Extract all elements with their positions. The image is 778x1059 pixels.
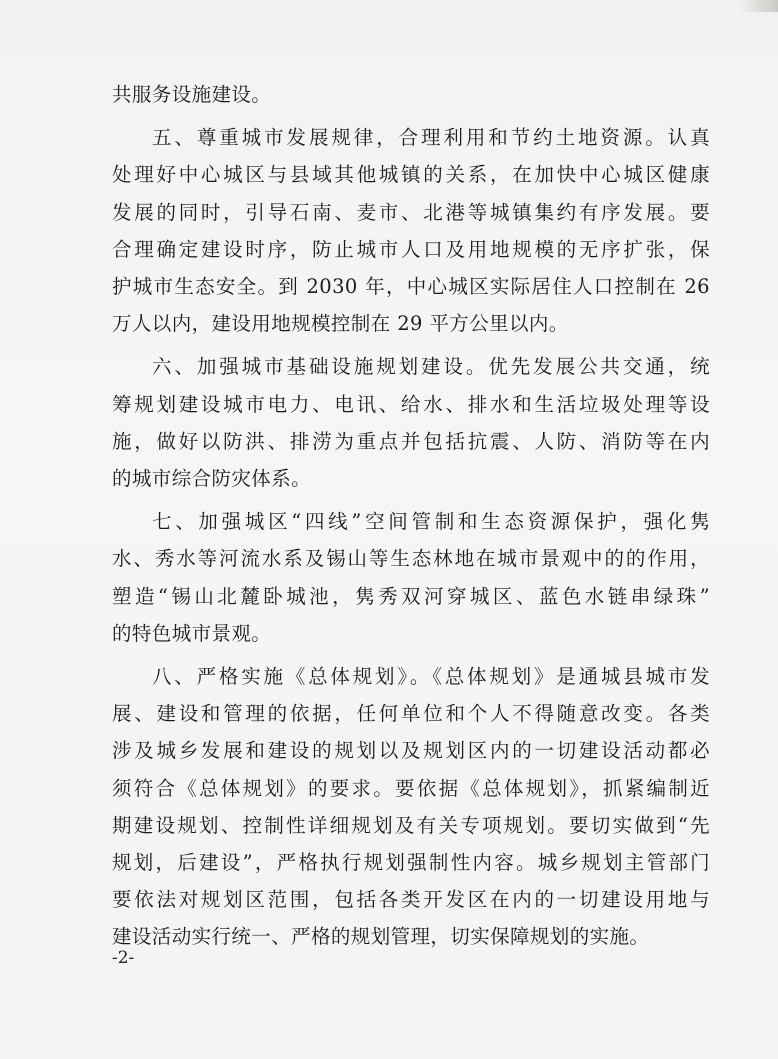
text-line: 的城市综合防灾体系。 [112,467,312,491]
text-line: 水、秀水等河流水系及锡山等生态林地在城市景观中的的作用， [112,547,710,571]
text-line: 期建设规划、控制性详细规划及有关专项规划。要切实做到“先 [112,813,710,837]
paragraph-heading-line: 五、尊重城市发展规律，合理利用和节约土地资源。认真 [152,126,710,150]
text-line: 合理确定建设时序，防止城市人口及用地规模的无序扩张，保 [112,237,710,261]
text-line: 须符合《总体规划》的要求。要依据《总体规划》，抓紧编制近 [112,776,710,800]
text-line: 发展的同时，引导石南、麦市、北港等城镇集约有序发展。要 [112,200,710,224]
text-line: 的特色城市景观。 [112,621,272,645]
text-line: 涉及城乡发展和建设的规划以及规划区内的一切建设活动都必 [112,739,710,763]
text-line: 护城市生态安全。到 2030 年，中心城区实际居住人口控制在 26 [112,275,710,299]
text-line: 筹规划建设城市电力、电讯、给水、排水和生活垃圾处理等设 [112,392,710,416]
paragraph-heading-line: 七、加强城区“四线”空间管制和生态资源保护，强化隽 [152,510,710,534]
text-line: 展、建设和管理的依据，任何单位和个人不得随意改变。各类 [112,702,710,726]
paragraph-heading-line: 六、加强城市基础设施规划建设。优先发展公共交通，统 [152,355,710,379]
text-line: 塑造“锡山北麓卧城池，隽秀双河穿城区、蓝色水链串绿珠” [112,584,710,608]
text-line: 万人以内，建设用地规模控制在 29 平方公里以内。 [112,312,569,336]
text-line: 处理好中心城区与县域其他城镇的关系，在加快中心城区健康 [112,163,710,187]
text-line: 施，做好以防洪、排涝为重点并包括抗震、人防、消防等在内 [112,429,710,453]
text-line: 要依法对规划区范围，包括各类开发区在内的一切建设用地与 [112,888,710,912]
text-line: 建设活动实行统一、严格的规划管理，切实保障规划的实施。 [112,925,650,949]
paragraph-heading-line: 八、严格实施《总体规划》。《总体规划》是通城县城市发 [152,665,710,689]
text-line: 规划，后建设”，严格执行规划强制性内容。城乡规划主管部门 [112,851,710,875]
page-corner-shadow [738,0,778,12]
text-line: 共服务设施建设。 [112,83,272,106]
document-body [112,76,710,956]
page-number: -2- [112,948,135,968]
